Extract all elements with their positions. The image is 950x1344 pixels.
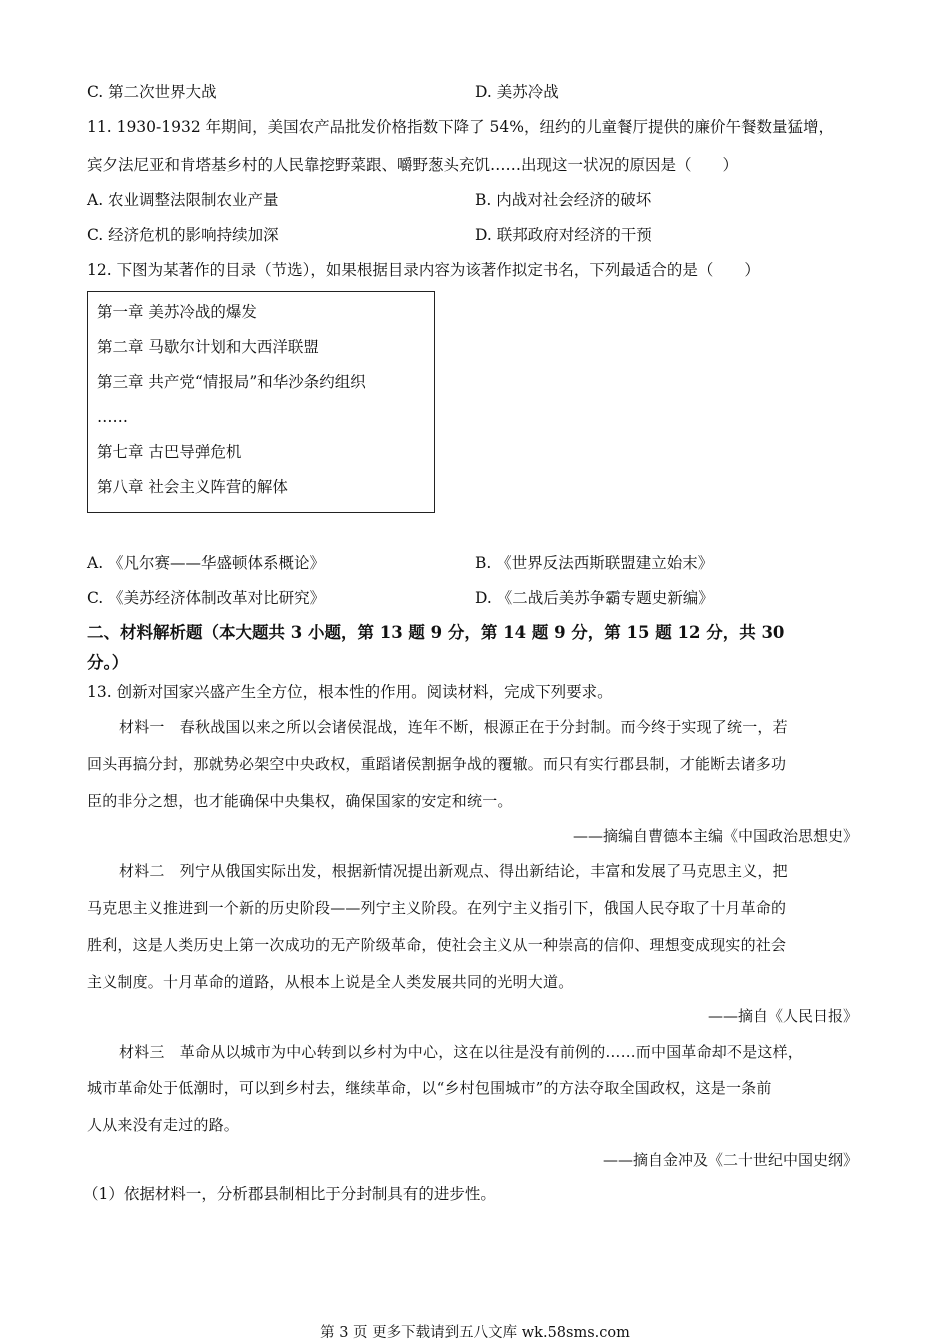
toc-item: 第七章 古巴导弹危机 [97, 443, 242, 461]
material3-line: 城市革命处于低潮时，可以到乡村去，继续革命，以“乡村包围城市”的方法夺取全国政权，这是一条前 [87, 1079, 772, 1097]
material2-source: ——摘自《人民日报》 [707, 1007, 858, 1025]
q12-option-b: B. 《世界反法西斯联盟建立始末》 [475, 554, 714, 572]
material3-line: 人从来没有走过的路。 [87, 1116, 240, 1134]
q11-option-d: D. 联邦政府对经济的干预 [475, 226, 652, 244]
q11-option-b: B. 内战对社会经济的破坏 [475, 191, 652, 209]
q12-option-c: C. 《美苏经济体制改革对比研究》 [87, 589, 326, 607]
q11-option-c: C. 经济危机的影响持续加深 [87, 226, 279, 244]
q11-stem-line2: 宾夕法尼亚和肯塔基乡村的人民靠挖野菜跟、嚼野葱头充饥……出现这一状况的原因是（ ） [87, 156, 739, 174]
toc-item: …… [97, 408, 128, 426]
q10-option-d: D. 美苏冷战 [475, 83, 559, 101]
q13-stem: 13. 创新对国家兴盛产生全方位，根本性的作用。阅读材料，完成下列要求。 [87, 683, 613, 701]
section-title-line1: 二、材料解析题（本大题共 3 小题，第 13 题 9 分，第 14 题 9 分，第 15 题 12 分，共 30 [87, 623, 785, 642]
q12-stem: 12. 下图为某著作的目录（节选），如果根据目录内容为该著作拟定书名，下列最适合的是（ ） [87, 261, 760, 279]
q12-option-a: A. 《凡尔赛——华盛顿体系概论》 [87, 554, 326, 572]
q11-option-a: A. 农业调整法限制农业产量 [87, 191, 279, 209]
q10-option-c: C. 第二次世界大战 [87, 83, 217, 101]
toc-item: 第一章 美苏冷战的爆发 [97, 303, 257, 321]
material2-line: 材料二 列宁从俄国实际出发，根据新情况提出新观点、得出新结论，丰富和发展了马克思主义，把 [119, 862, 788, 880]
material2-line: 胜利，这是人类历史上第一次成功的无产阶级革命，使社会主义从一种崇高的信仰、理想变成现实的社会 [87, 936, 787, 954]
section-title-line2: 分。） [87, 653, 129, 672]
material2-line: 马克思主义推进到一个新的历史阶段——列宁主义阶段。在列宁主义指引下，俄国人民夺取了十月革命的 [87, 899, 787, 917]
material1-line: 材料一 春秋战国以来之所以会诸侯混战，连年不断，根源正在于分封制。而今终于实现了统一，若 [119, 718, 788, 736]
material1-source: ——摘编自曹德本主编《中国政治思想史》 [572, 827, 858, 845]
material3-source: ——摘自金冲及《二十世纪中国史纲》 [602, 1151, 858, 1169]
material3-line: 材料三 革命从以城市为中心转到以乡村为中心，这在以往是没有前例的……而中国革命却不是这样， [119, 1043, 804, 1061]
toc-item: 第八章 社会主义阵营的解体 [97, 478, 288, 496]
toc-item: 第三章 共产党“情报局”和华沙条约组织 [97, 373, 366, 391]
material2-line: 主义制度。十月革命的道路，从根本上说是全人类发展共同的光明大道。 [87, 973, 574, 991]
toc-box [87, 291, 435, 513]
q11-stem-line1: 11. 1930-1932 年期间，美国农产品批发价格指数下降了 54%，纽约的儿童餐厅提供的廉价午餐数量猛增， [87, 118, 835, 136]
toc-item: 第二章 马歇尔计划和大西洋联盟 [97, 338, 319, 356]
material1-line: 回头再搞分封，那就势必架空中央政权，重蹈诸侯割据争战的覆辙。而只有实行郡县制，才能断去诸多功 [87, 755, 787, 773]
material1-line: 臣的非分之想，也才能确保中央集权，确保国家的安定和统一。 [87, 792, 513, 810]
q12-option-d: D. 《二战后美苏争霸专题史新编》 [475, 589, 714, 607]
page-footer: 第 3 页 更多下载请到五八文库 wk.58sms.com [320, 1325, 630, 1341]
q13-sub-question-1: （1）依据材料一，分析郡县制相比于分封制具有的进步性。 [83, 1185, 496, 1203]
